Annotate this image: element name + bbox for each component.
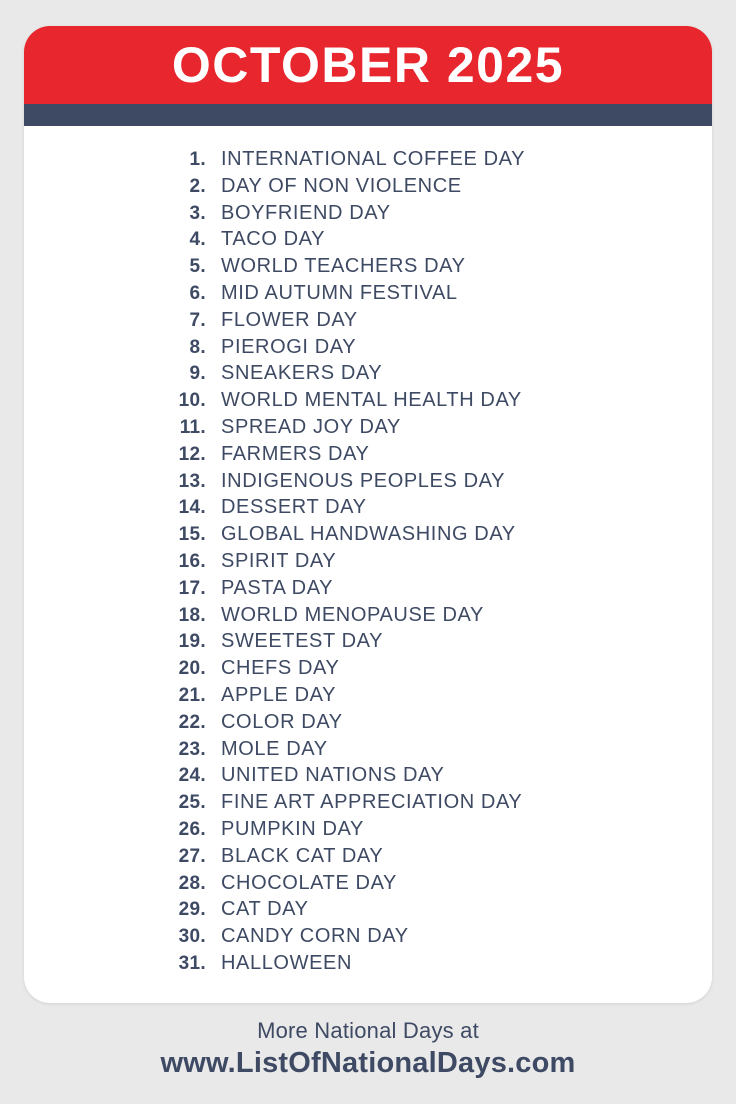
day-number: 5. — [189, 256, 206, 278]
list-item — [158, 657, 578, 684]
day-number: 23. — [178, 738, 206, 760]
list-item — [158, 416, 578, 443]
list-item — [158, 470, 578, 497]
day-number: 2. — [189, 175, 206, 197]
list-item — [158, 443, 578, 470]
list-item — [158, 764, 578, 791]
day-number: 21. — [178, 684, 206, 706]
list-item — [158, 630, 578, 657]
day-label: CHEFS DAY — [221, 657, 340, 680]
list-item — [158, 309, 578, 336]
day-number: 11. — [179, 416, 206, 438]
day-number: 26. — [178, 818, 206, 840]
day-number: 9. — [189, 363, 206, 385]
list-item — [158, 255, 578, 282]
poster-footer — [24, 1017, 712, 1084]
page-title: OCTOBER 2025 — [171, 37, 565, 93]
list-item — [158, 952, 578, 979]
list-item — [158, 362, 578, 389]
list-item — [158, 872, 578, 899]
day-label: FINE ART APPRECIATION DAY — [221, 791, 523, 814]
poster-header — [24, 26, 712, 104]
day-number: 27. — [178, 845, 206, 867]
list-item — [158, 523, 578, 550]
footer-tagline: More National Days at — [257, 1017, 479, 1043]
day-label: PUMPKIN DAY — [221, 817, 364, 840]
day-number: 20. — [178, 658, 206, 680]
day-number: 29. — [178, 899, 206, 921]
list-item — [158, 496, 578, 523]
day-label: MOLE DAY — [221, 737, 328, 760]
day-number: 14. — [178, 497, 206, 519]
list-item — [158, 604, 578, 631]
day-number: 13. — [178, 470, 206, 492]
list-item — [158, 550, 578, 577]
list-item — [158, 175, 578, 202]
day-label: UNITED NATIONS DAY — [221, 764, 445, 787]
footer-website-link[interactable]: www.ListOfNationalDays.com — [160, 1047, 576, 1080]
list-item — [158, 577, 578, 604]
day-number: 6. — [189, 282, 206, 304]
day-label: PIEROGI DAY — [221, 335, 357, 358]
day-label: BLACK CAT DAY — [221, 844, 384, 867]
list-item — [158, 845, 578, 872]
day-label: INTERNATIONAL COFFEE DAY — [221, 148, 526, 170]
day-label: SNEAKERS DAY — [221, 362, 383, 385]
day-label: CHOCOLATE DAY — [221, 871, 397, 894]
day-number: 17. — [178, 577, 206, 599]
list-item — [158, 389, 578, 416]
day-label: CAT DAY — [221, 898, 309, 921]
day-label: WORLD TEACHERS DAY — [221, 255, 466, 278]
list-item — [158, 228, 578, 255]
day-number: 30. — [178, 926, 206, 948]
day-label: TACO DAY — [221, 228, 326, 251]
day-label: INDIGENOUS PEOPLES DAY — [221, 469, 506, 492]
day-number: 1. — [189, 149, 206, 170]
list-item — [158, 148, 578, 175]
list-item — [158, 202, 578, 229]
day-number: 19. — [178, 631, 206, 653]
day-label: BOYFRIEND DAY — [221, 201, 391, 224]
list-item — [158, 791, 578, 818]
list-item — [158, 818, 578, 845]
day-label: FLOWER DAY — [221, 308, 358, 331]
day-number: 7. — [189, 309, 206, 331]
day-label: MID AUTUMN FESTIVAL — [221, 281, 458, 304]
day-number: 31. — [178, 952, 206, 974]
day-number: 28. — [178, 872, 206, 894]
calendar-card — [24, 26, 712, 1003]
day-label: APPLE DAY — [221, 683, 337, 706]
day-number: 8. — [189, 336, 206, 358]
day-label: DAY OF NON VIOLENCE — [221, 174, 462, 197]
days-list — [158, 148, 578, 979]
day-label: DESSERT DAY — [221, 496, 367, 519]
list-item — [158, 684, 578, 711]
day-label: SPIRIT DAY — [221, 549, 337, 572]
day-number: 4. — [189, 229, 206, 251]
day-number: 12. — [178, 443, 206, 465]
header-divider — [24, 104, 712, 126]
day-number: 16. — [178, 550, 206, 572]
list-item — [158, 925, 578, 952]
day-label: SPREAD JOY DAY — [221, 415, 401, 438]
day-number: 18. — [178, 604, 206, 626]
day-label: PASTA DAY — [221, 576, 334, 599]
day-label: HALLOWEEN — [221, 951, 352, 974]
day-label: WORLD MENOPAUSE DAY — [221, 603, 484, 626]
day-label: CANDY CORN DAY — [221, 925, 409, 948]
day-label: FARMERS DAY — [221, 442, 370, 465]
day-label: GLOBAL HANDWASHING DAY — [221, 523, 516, 546]
day-number: 15. — [178, 524, 206, 546]
list-item — [158, 898, 578, 925]
list-item — [158, 336, 578, 363]
day-number: 3. — [189, 202, 206, 224]
day-number: 10. — [178, 390, 206, 412]
list-item — [158, 282, 578, 309]
day-number: 22. — [178, 711, 206, 733]
list-item — [158, 738, 578, 765]
day-label: WORLD MENTAL HEALTH DAY — [221, 389, 522, 412]
list-item — [158, 711, 578, 738]
day-label: COLOR DAY — [221, 710, 343, 733]
day-label: SWEETEST DAY — [221, 630, 384, 653]
days-list-container — [24, 126, 712, 1003]
day-number: 25. — [178, 792, 206, 814]
day-number: 24. — [178, 765, 206, 787]
